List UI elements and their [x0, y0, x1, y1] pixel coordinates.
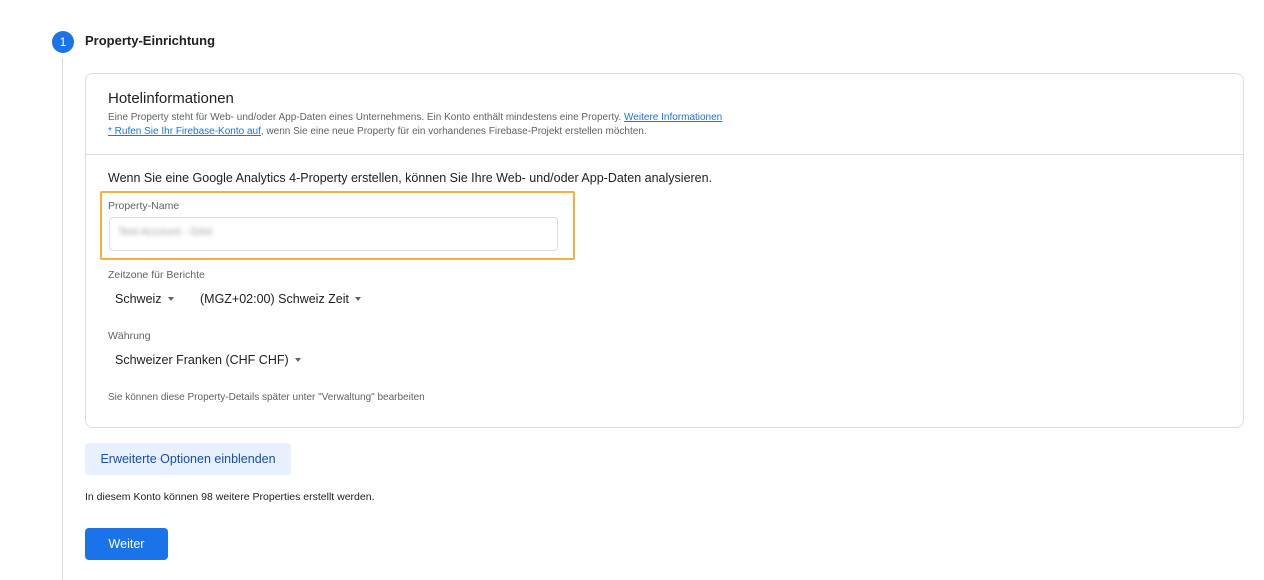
card-description: [108, 111, 722, 139]
property-name-value-blurred: Test Account - GA4: [118, 226, 213, 238]
next-button[interactable]: Weiter: [85, 528, 168, 560]
timezone-country-value: Schweiz: [115, 292, 162, 306]
card-title: Hotelinformationen: [108, 90, 234, 107]
step-title: Property-Einrichtung: [85, 33, 216, 48]
card-header: [86, 74, 1243, 155]
card-description-text: Eine Property steht für Web- und/oder App-Daten eines Unternehmens. Ein Konto enthält mindestens eine Property.: [108, 112, 625, 123]
caret-down-icon: [355, 297, 361, 301]
intro-text: Wenn Sie eine Google Analytics 4-Property erstellen, können Sie Ihre Web- und/oder App-Daten analysieren.: [108, 171, 713, 185]
step-number-badge: 1: [52, 31, 74, 53]
currency-value: Schweizer Franken (CHF CHF): [115, 353, 289, 367]
caret-down-icon: [168, 297, 174, 301]
step-connector-line: [62, 58, 63, 580]
caret-down-icon: [295, 358, 301, 362]
currency-label: Währung: [108, 330, 151, 342]
more-info-link[interactable]: Weitere Informationen: [624, 112, 723, 123]
property-name-input[interactable]: [109, 217, 558, 251]
currency-select[interactable]: [115, 353, 301, 367]
show-advanced-options-button[interactable]: Erweiterte Optionen einblenden: [85, 443, 291, 475]
property-details-card: [85, 73, 1244, 428]
firebase-account-link[interactable]: * Rufen Sie Ihr Firebase-Konto auf: [108, 126, 261, 137]
timezone-zone-value: (MGZ+02:00) Schweiz Zeit: [200, 292, 350, 306]
remaining-properties-text: In diesem Konto können 98 weitere Properties erstellt werden.: [85, 491, 375, 503]
timezone-zone-select[interactable]: [200, 292, 361, 306]
edit-later-note: Sie können diese Property-Details später unter "Verwaltung" bearbeiten: [108, 392, 425, 403]
timezone-label: Zeitzone für Berichte: [108, 269, 205, 281]
card-description-text-2: , wenn Sie eine neue Property für ein vorhandenes Firebase-Projekt erstellen möchten.: [260, 126, 647, 137]
timezone-country-select[interactable]: [115, 292, 174, 306]
property-name-label: Property-Name: [108, 200, 180, 212]
